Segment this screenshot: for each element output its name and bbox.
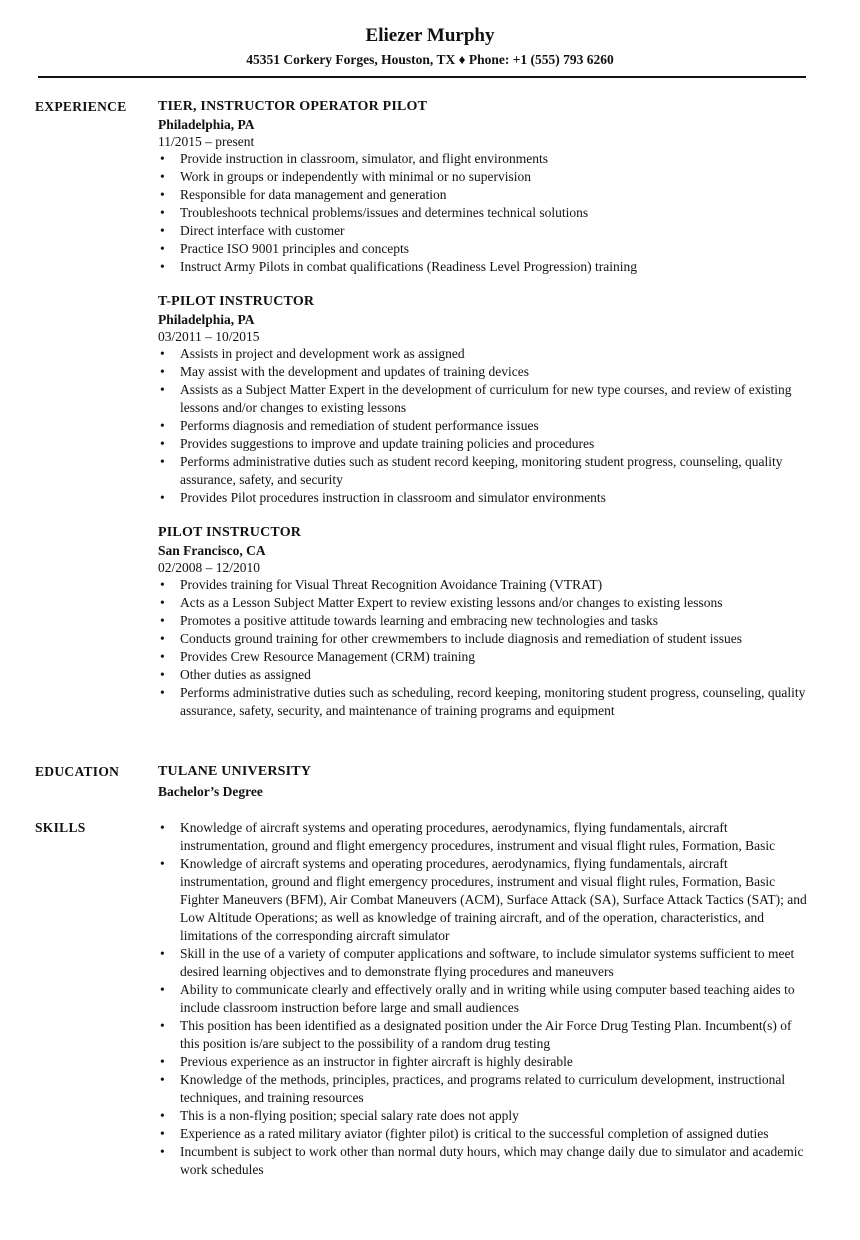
duty-item: • Work in groups or independently with minimal or no supervision (160, 169, 531, 184)
skills-list (158, 819, 813, 1179)
duty-item: • Performs administrative duties such as scheduling, record keeping, monitoring student progress, counseling, quality assurance, safety, security, and maintenance of training programs and equipment (160, 685, 806, 718)
job-duties (158, 576, 813, 720)
job-title: TIER, INSTRUCTOR OPERATOR PILOT (158, 99, 428, 114)
duty-item: • Other duties as assigned (160, 667, 311, 682)
job-entry (158, 524, 813, 720)
skill-item: • Skill in the use of a variety of computer applications and software, to include simulator systems sufficient to meet desired learning objectives and to demonstrate flying procedures and maneuvers (160, 946, 795, 979)
duty-item: • Provides Pilot procedures instruction in classroom and simulator environments (160, 490, 606, 505)
skill-item: • This is a non-flying position; special salary rate does not apply (160, 1108, 519, 1123)
candidate-name: Eliezer Murphy (365, 25, 495, 46)
job-location: Philadelphia, PA (158, 312, 255, 327)
job-title: T-PILOT INSTRUCTOR (158, 294, 315, 309)
job-dates: 03/2011 – 10/2015 (158, 329, 260, 344)
job-entry (158, 98, 813, 276)
job-dates: 02/2008 – 12/2010 (158, 560, 261, 575)
skill-item: • Knowledge of aircraft systems and operating procedures, aerodynamics, flying fundamentals, aircraft instrumentation, ground and flight emergency procedures, instrument and visual flight rules, Formation, Basic (160, 820, 776, 853)
skill-item: • This position has been identified as a designated position under the Air Force Drug Testing Plan. Incumbent(s) of this position is/are subject to the possibility of a random drug testing (160, 1018, 792, 1051)
job-location: Philadelphia, PA (158, 117, 255, 132)
section-label-skills: SKILLS (35, 820, 86, 835)
skills-bullets (158, 819, 813, 1179)
skill-item: • Knowledge of the methods, principles, practices, and programs related to curriculum development, instructional techniques, and training resources (160, 1072, 786, 1105)
duty-item: • Assists in project and development work as assigned (160, 346, 465, 361)
duty-item: • May assist with the development and updates of training devices (160, 364, 530, 379)
skill-item: • Knowledge of aircraft systems and operating procedures, aerodynamics, flying fundamentals, aircraft instrumentation, ground and flight emergency procedures, instrument and visual flight rules, Formation, Basic Fighter Maneuvers (BFM), Air Combat Maneuvers (ACM), Surface Attack (SA), Surface Attack Tactics (SAT); and Low Altitude Operations; as well as knowledge of training aircraft, and of the operation, characteristics, and limitations of the corresponding aircraft simulator (160, 856, 807, 943)
job-duties (158, 150, 813, 276)
school-name: TULANE UNIVERSITY (158, 764, 312, 779)
job-dates: 11/2015 – present (158, 134, 255, 149)
job-duties (158, 345, 813, 507)
skill-item: • Previous experience as an instructor in fighter aircraft is highly desirable (160, 1054, 573, 1069)
job-entry (158, 293, 813, 507)
education-entry (158, 763, 813, 801)
duty-item: • Performs administrative duties such as student record keeping, monitoring student progress, counseling, quality assurance, safety, and security (160, 454, 783, 487)
resume-header (0, 22, 860, 69)
duty-item: • Provide instruction in classroom, simulator, and flight environments (160, 151, 549, 166)
section-label-experience: EXPERIENCE (35, 99, 127, 114)
section-label-education: EDUCATION (35, 764, 120, 779)
duty-item: • Provides suggestions to improve and update training policies and procedures (160, 436, 595, 451)
duty-item: • Practice ISO 9001 principles and concepts (160, 241, 410, 256)
duty-item: • Provides Crew Resource Management (CRM) training (160, 649, 476, 664)
duty-item: • Conducts ground training for other crewmembers to include diagnosis and remediation of student issues (160, 631, 743, 646)
skill-item: • Ability to communicate clearly and effectively orally and in writing while using computer based teaching aides to include classroom instruction before large and small audiences (160, 982, 795, 1015)
duty-item: • Promotes a positive attitude towards learning and embracing new technologies and tasks (160, 613, 659, 628)
job-location: San Francisco, CA (158, 543, 266, 558)
skill-item: • Experience as a rated military aviator (fighter pilot) is critical to the successful completion of assigned duties (160, 1126, 769, 1141)
duty-item: • Performs diagnosis and remediation of student performance issues (160, 418, 539, 433)
duty-item: • Direct interface with customer (160, 223, 345, 238)
duty-item: • Troubleshoots technical problems/issues and determines technical solutions (160, 205, 589, 220)
skill-item: • Incumbent is subject to work other than normal duty hours, which may change daily due to simulator and academic work schedules (160, 1144, 804, 1177)
duty-item: • Instruct Army Pilots in combat qualifications (Readiness Level Progression) training (160, 259, 638, 274)
duty-item: • Acts as a Lesson Subject Matter Expert to review existing lessons and/or changes to existing lessons (160, 595, 723, 610)
duty-item: • Assists as a Subject Matter Expert in the development of curriculum for new type courses, and review of existing lessons and/or changes to existing lessons (160, 382, 792, 415)
degree: Bachelor’s Degree (158, 784, 263, 799)
header-divider (38, 76, 806, 78)
duty-item: • Provides training for Visual Threat Recognition Avoidance Training (VTRAT) (160, 577, 603, 592)
duty-item: • Responsible for data management and generation (160, 187, 447, 202)
contact-line: 45351 Corkery Forges, Houston, TX ♦ Phone: +1 (555) 793 6260 (246, 52, 614, 67)
experience-list (158, 98, 813, 737)
job-title: PILOT INSTRUCTOR (158, 525, 302, 540)
